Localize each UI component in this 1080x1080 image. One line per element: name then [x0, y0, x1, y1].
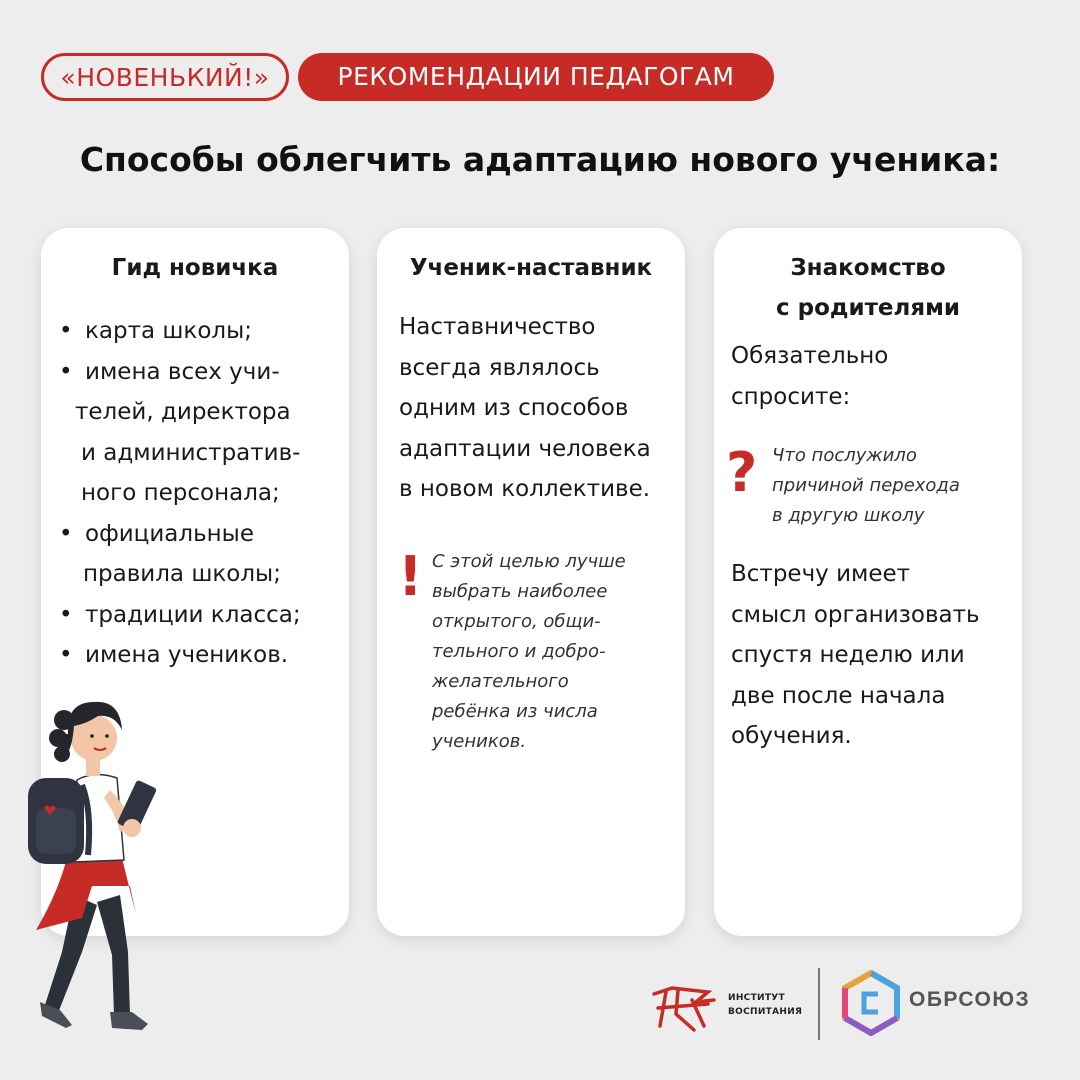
obrsoyuz-name: ОБРСОЮЗ — [909, 988, 1031, 1011]
guide-list — [59, 311, 349, 676]
list-item: • имена учеников. — [59, 635, 349, 676]
tag-recommendations: РЕКОМЕНДАЦИИ ПЕДАГОГАМ — [298, 53, 774, 101]
list-item: • официальные правила школы; — [59, 514, 349, 595]
card-title: Знакомство с родителями — [775, 255, 961, 321]
parents-note: Что послужило причиной перехода в другую школу — [772, 445, 960, 526]
mentor-body: Наставничество всегда являлось одним из способов адаптации человека в новом коллективе. — [399, 314, 651, 502]
mentor-note: С этой целью лучше выбрать наиболее открытого, общи- тельного и добро- желательного ребёнка из числа учеников. — [432, 551, 626, 752]
parents-body: Встречу имеет смысл организовать спустя неделю или две после начала обучения. — [731, 561, 980, 749]
card-meet-parents — [714, 228, 1022, 936]
institute-name-line1: ИНСТИТУТ — [728, 993, 785, 1003]
list-item: • традиции класса; — [59, 595, 349, 636]
list-item: • имена всех учи- телей, директора и административ- ного персонала; — [59, 352, 349, 514]
list-item: • карта школы; — [59, 311, 349, 352]
card-title: Ученик-наставник — [409, 255, 653, 281]
parents-intro: Обязательно спросите: — [731, 343, 889, 410]
student-illustration — [22, 690, 192, 1035]
question-icon: ? — [726, 441, 758, 504]
card-student-mentor — [377, 228, 685, 936]
institute-name-line2: ВОСПИТАНИЯ — [728, 1007, 803, 1017]
institute-logo-icon — [648, 974, 722, 1032]
card-title: Гид новичка — [111, 255, 279, 281]
obrsoyuz-logo-icon — [840, 970, 902, 1036]
partner-logos — [640, 962, 1040, 1044]
page-title: Способы облегчить адаптацию нового ученика: — [79, 140, 1001, 179]
logo-divider — [818, 968, 820, 1040]
tag-novenkiy: «НОВЕНЬКИЙ!» — [41, 53, 289, 101]
exclamation-icon: ! — [398, 545, 423, 608]
